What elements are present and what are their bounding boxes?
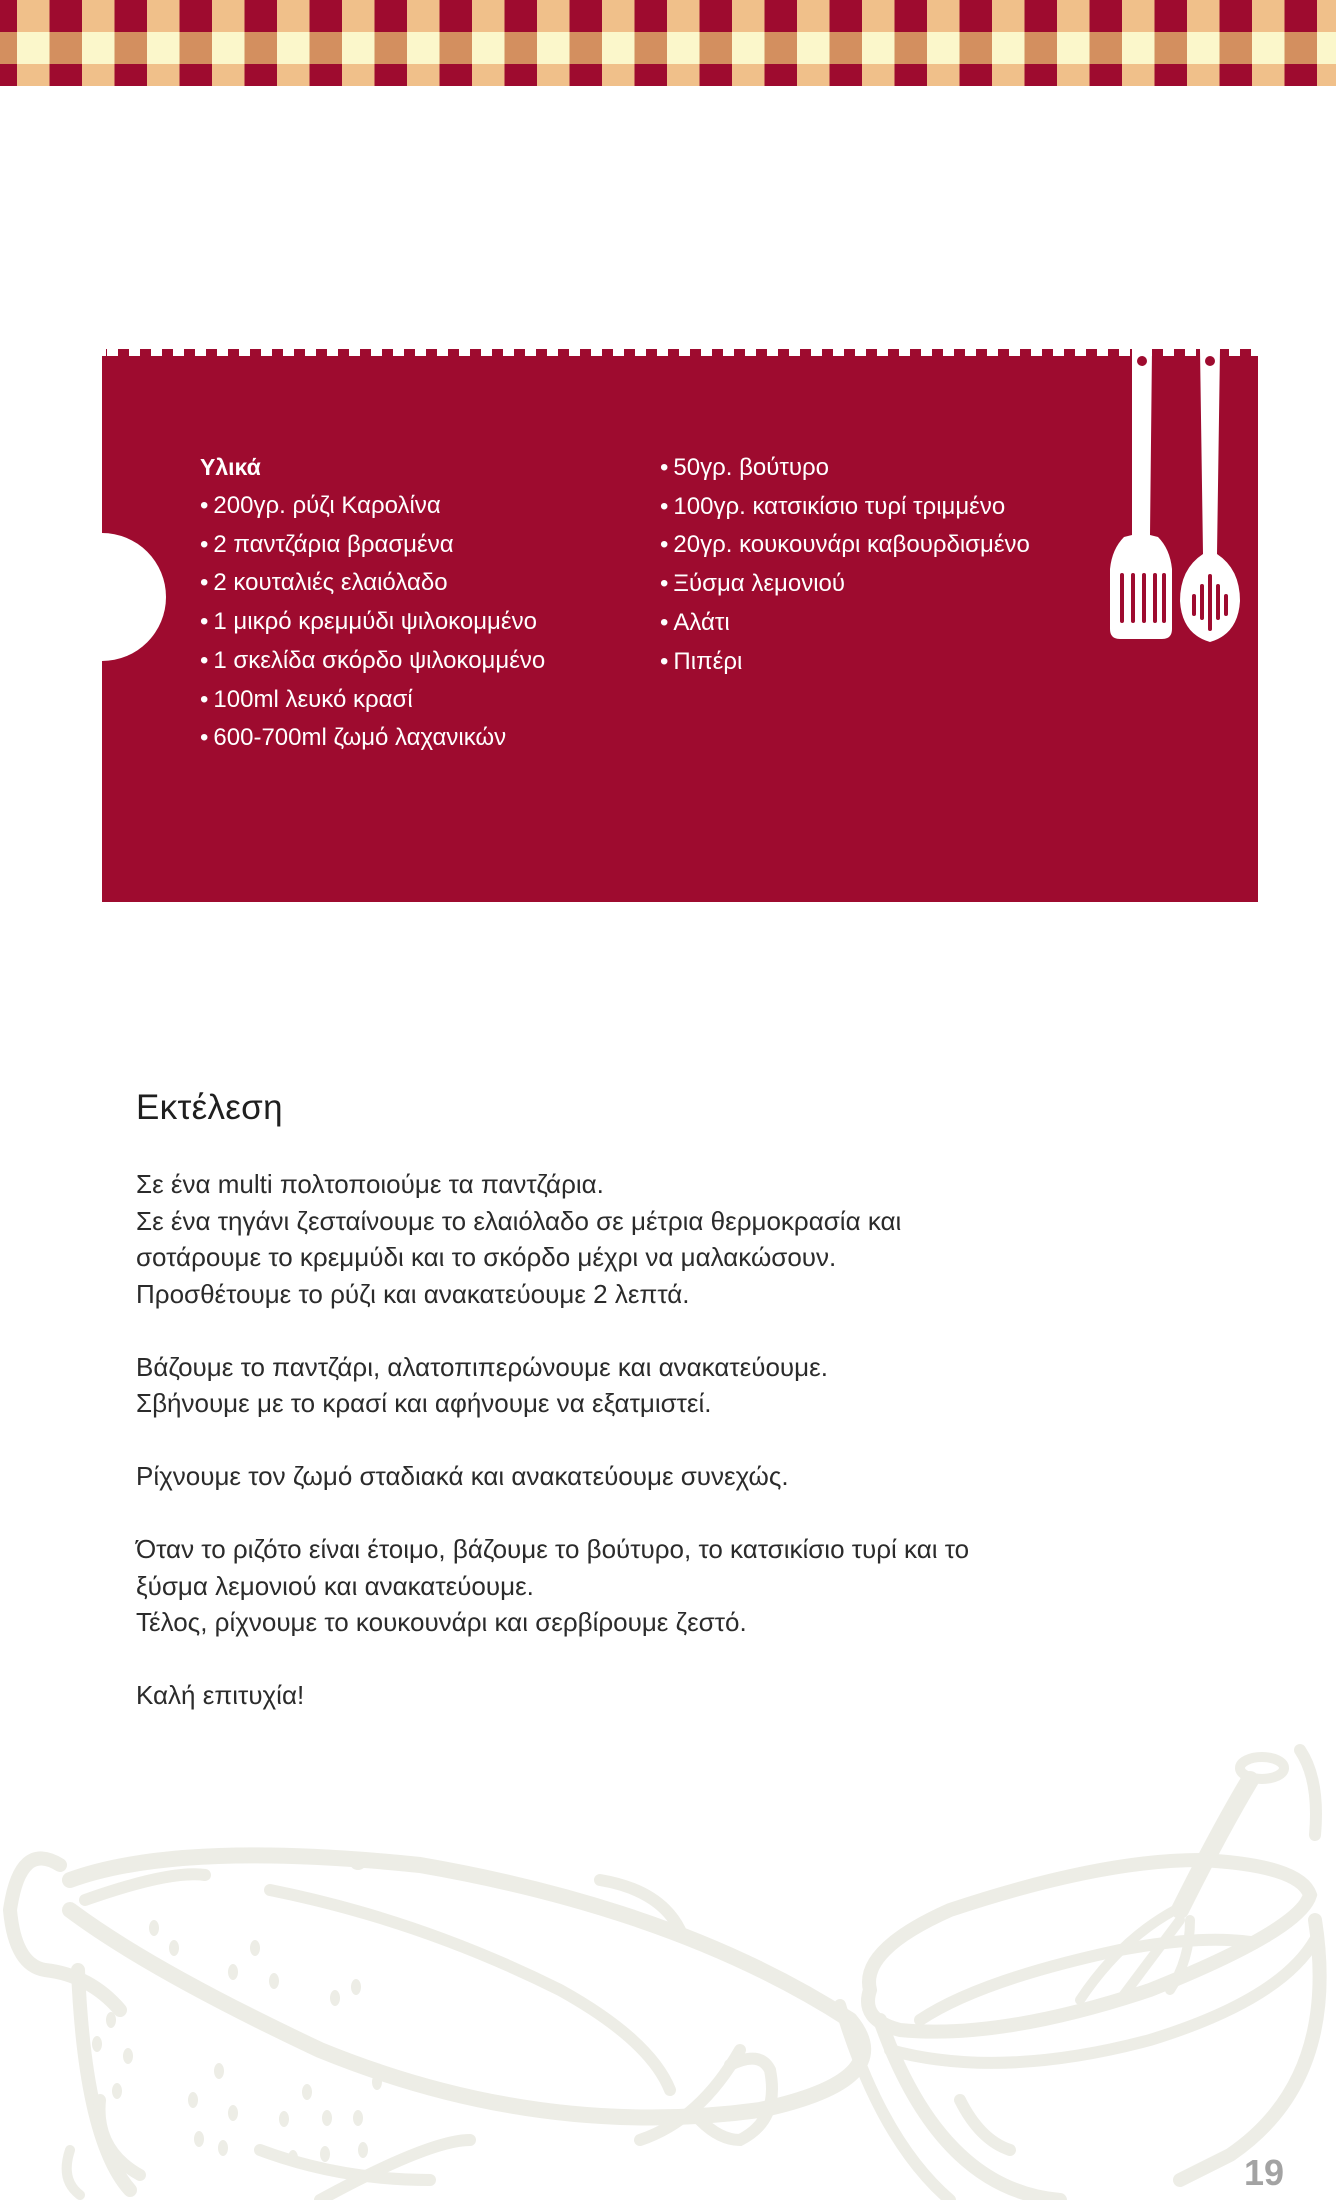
gingham-cell	[147, 0, 180, 32]
gingham-cell	[797, 0, 830, 32]
gingham-cell	[862, 32, 895, 64]
gingham-cell	[1122, 64, 1155, 86]
method-line: Σβήνουμε με το κρασί και αφήνουμε να εξατμιστεί.	[136, 1388, 712, 1418]
gingham-cell	[342, 0, 375, 32]
gingham-cell	[1187, 0, 1220, 32]
ingredient-item: • 600-700ml ζωμό λαχανικών	[200, 719, 545, 758]
gingham-cell	[602, 64, 635, 86]
gingham-cell	[1187, 32, 1220, 64]
method-paragraph	[136, 1166, 1236, 1312]
gingham-cell	[927, 64, 960, 86]
gingham-cell	[1252, 32, 1285, 64]
gingham-cell	[17, 0, 50, 32]
card-perforated-edge	[102, 349, 1258, 356]
gingham-cell	[1122, 32, 1155, 64]
gingham-pattern	[0, 0, 1336, 86]
gingham-cell	[1317, 64, 1336, 86]
gingham-cell	[375, 64, 408, 86]
gingham-cell	[212, 0, 245, 32]
kitchenware-illustrations	[0, 1720, 1336, 2200]
gingham-cell	[0, 64, 18, 86]
gingham-cell	[115, 64, 148, 86]
ingredients-list-right	[660, 449, 1030, 681]
ingredient-item: • Αλάτι	[660, 604, 1030, 643]
gingham-cell	[1285, 64, 1318, 86]
gingham-cell	[765, 0, 798, 32]
ingredient-item: • 1 μικρό κρεμμύδι ψιλοκομμένο	[200, 603, 545, 642]
gingham-cell	[440, 0, 473, 32]
method-line: Σε ένα τηγάνι ζεσταίνουμε το ελαιόλαδο σε μέτρια θερμοκρασία και	[136, 1205, 902, 1236]
gingham-cell	[1220, 0, 1253, 32]
gingham-cell	[375, 32, 408, 64]
gingham-cell	[212, 32, 245, 64]
gingham-cell	[667, 32, 700, 64]
gingham-cell	[505, 64, 538, 86]
gingham-cell	[570, 64, 603, 86]
gingham-cell	[992, 64, 1025, 86]
gingham-cell	[147, 64, 180, 86]
gingham-cell	[960, 0, 993, 32]
gingham-cell	[602, 0, 635, 32]
gingham-cell	[407, 32, 440, 64]
gingham-cell	[1220, 64, 1253, 86]
ingredient-item: • 100ml λευκό κρασί	[200, 681, 545, 720]
gingham-cell	[50, 0, 83, 32]
gingham-cell	[1122, 0, 1155, 32]
gingham-cell	[472, 0, 505, 32]
gingham-cell	[960, 32, 993, 64]
gingham-cell	[667, 0, 700, 32]
ingredient-item: • Ξύσμα λεμονιού	[660, 565, 1030, 604]
gingham-cell	[700, 64, 733, 86]
ingredient-item: • 2 κουταλιές ελαιόλαδο	[200, 564, 545, 603]
gingham-cell	[862, 64, 895, 86]
gingham-cell	[797, 32, 830, 64]
gingham-cell	[82, 32, 115, 64]
gingham-cell	[0, 32, 18, 64]
gingham-cell	[440, 32, 473, 64]
gingham-cell	[1155, 64, 1188, 86]
gingham-cell	[180, 0, 213, 32]
ingredient-item: • 100γρ. κατσικίσιο τυρί τριμμένο	[660, 488, 1030, 527]
gingham-cell	[895, 0, 928, 32]
gingham-cell	[570, 32, 603, 64]
gingham-cell	[602, 32, 635, 64]
gingham-cell	[700, 0, 733, 32]
gingham-cell	[830, 64, 863, 86]
ingredients-title: Υλικά	[200, 454, 261, 480]
method-line: Βάζουμε το παντζάρι, αλατοπιπερώνουμε και ανακατεύουμε.	[136, 1351, 828, 1382]
gingham-cell	[797, 64, 830, 86]
method-line: Όταν το ριζότο είναι έτοιμο, βάζουμε το βούτυρο, το κατσικίσιο τυρί και το	[136, 1534, 970, 1564]
gingham-cell	[1220, 32, 1253, 64]
card-notch	[38, 533, 166, 661]
method-paragraph	[136, 1677, 1236, 1714]
gingham-cell	[895, 64, 928, 86]
gingham-cell	[310, 64, 343, 86]
gingham-cell	[765, 32, 798, 64]
gingham-cell	[472, 64, 505, 86]
gingham-cell	[927, 32, 960, 64]
gingham-cell	[245, 0, 278, 32]
gingham-cell	[1317, 0, 1336, 32]
gingham-cell	[732, 32, 765, 64]
gingham-cell	[50, 64, 83, 86]
gingham-cell	[472, 32, 505, 64]
method-paragraph	[136, 1349, 1236, 1422]
gingham-cell	[277, 0, 310, 32]
gingham-cell	[1025, 0, 1058, 32]
gingham-cell	[1252, 0, 1285, 32]
gingham-border	[0, 0, 1336, 86]
gingham-cell	[407, 0, 440, 32]
method-paragraph	[136, 1531, 1236, 1641]
gingham-cell	[667, 64, 700, 86]
gingham-cell	[505, 32, 538, 64]
gingham-cell	[635, 64, 668, 86]
gingham-cell	[342, 32, 375, 64]
colander-illustration	[10, 1855, 863, 2200]
gingham-cell	[1155, 32, 1188, 64]
gingham-cell	[82, 0, 115, 32]
gingham-cell	[440, 64, 473, 86]
method-line: Τέλος, ρίχνουμε το κουκουνάρι και σερβίρουμε ζεστό.	[136, 1607, 747, 1637]
gingham-cell	[1057, 0, 1090, 32]
method-title: Εκτέλεση	[136, 1088, 283, 1127]
ingredient-item: • 200γρ. ρύζι Καρολίνα	[200, 487, 545, 526]
gingham-cell	[1317, 32, 1336, 64]
gingham-cell	[537, 32, 570, 64]
ingredient-item: • 2 παντζάρια βρασμένα	[200, 526, 545, 565]
method-text	[136, 1166, 1236, 1750]
gingham-cell	[960, 64, 993, 86]
gingham-cell	[1252, 64, 1285, 86]
method-line: Σε ένα multi πολτοποιούμε τα παντζάρια.	[136, 1169, 604, 1199]
gingham-cell	[765, 64, 798, 86]
ingredient-item: • Πιπέρι	[660, 643, 1030, 682]
gingham-cell	[537, 0, 570, 32]
gingham-cell	[277, 32, 310, 64]
gingham-cell	[212, 64, 245, 86]
gingham-cell	[505, 0, 538, 32]
method-line: σοτάρουμε το κρεμμύδι και το σκόρδο μέχρι να μαλακώσουν.	[136, 1242, 837, 1272]
spatula-icon	[1110, 349, 1172, 639]
gingham-cell	[50, 32, 83, 64]
ingredients-list-left	[200, 487, 545, 758]
method-line: ξύσμα λεμονιού και ανακατεύουμε.	[136, 1570, 534, 1601]
gingham-cell	[732, 64, 765, 86]
gingham-cell	[245, 64, 278, 86]
gingham-cell	[895, 32, 928, 64]
gingham-cell	[830, 32, 863, 64]
gingham-cell	[1285, 0, 1318, 32]
gingham-cell	[310, 32, 343, 64]
gingham-cell	[180, 32, 213, 64]
gingham-cell	[375, 0, 408, 32]
mixing-bowl-whisk-illustration	[840, 1750, 1320, 2200]
gingham-cell	[1057, 32, 1090, 64]
gingham-cell	[17, 32, 50, 64]
gingham-cell	[1025, 64, 1058, 86]
gingham-cell	[1090, 0, 1123, 32]
gingham-cell	[17, 64, 50, 86]
gingham-cell	[1155, 0, 1188, 32]
gingham-cell	[830, 0, 863, 32]
ingredient-item: • 1 σκελίδα σκόρδο ψιλοκομμένο	[200, 642, 545, 681]
gingham-cell	[700, 32, 733, 64]
gingham-cell	[1090, 64, 1123, 86]
gingham-cell	[537, 64, 570, 86]
gingham-cell	[180, 64, 213, 86]
ingredient-item: • 50γρ. βούτυρο	[660, 449, 1030, 488]
gingham-cell	[115, 0, 148, 32]
gingham-cell	[862, 0, 895, 32]
gingham-cell	[635, 0, 668, 32]
gingham-cell	[927, 0, 960, 32]
ingredient-item: • 20γρ. κουκουνάρι καβουρδισμένο	[660, 526, 1030, 565]
gingham-cell	[1090, 32, 1123, 64]
gingham-cell	[115, 32, 148, 64]
gingham-cell	[82, 64, 115, 86]
slotted-spoon-icon	[1180, 349, 1240, 642]
gingham-cell	[342, 64, 375, 86]
method-paragraph	[136, 1458, 1236, 1495]
gingham-cell	[570, 0, 603, 32]
gingham-cell	[0, 0, 18, 32]
gingham-cell	[1057, 64, 1090, 86]
gingham-cell	[635, 32, 668, 64]
page-number: 19	[1244, 2152, 1285, 2193]
gingham-cell	[992, 0, 1025, 32]
gingham-cell	[310, 0, 343, 32]
gingham-cell	[245, 32, 278, 64]
method-line: Προσθέτουμε το ρύζι και ανακατεύουμε 2 λεπτά.	[136, 1278, 690, 1309]
gingham-cell	[407, 64, 440, 86]
method-line: Ρίχνουμε τον ζωμό σταδιακά και ανακατεύουμε συνεχώς.	[136, 1461, 789, 1491]
method-closing: Καλή επιτυχία!	[136, 1680, 305, 1710]
utensils-icon	[1100, 349, 1260, 649]
gingham-cell	[277, 64, 310, 86]
gingham-cell	[1025, 32, 1058, 64]
gingham-cell	[1285, 32, 1318, 64]
gingham-cell	[732, 0, 765, 32]
gingham-cell	[147, 32, 180, 64]
gingham-cell	[992, 32, 1025, 64]
gingham-cell	[1187, 64, 1220, 86]
